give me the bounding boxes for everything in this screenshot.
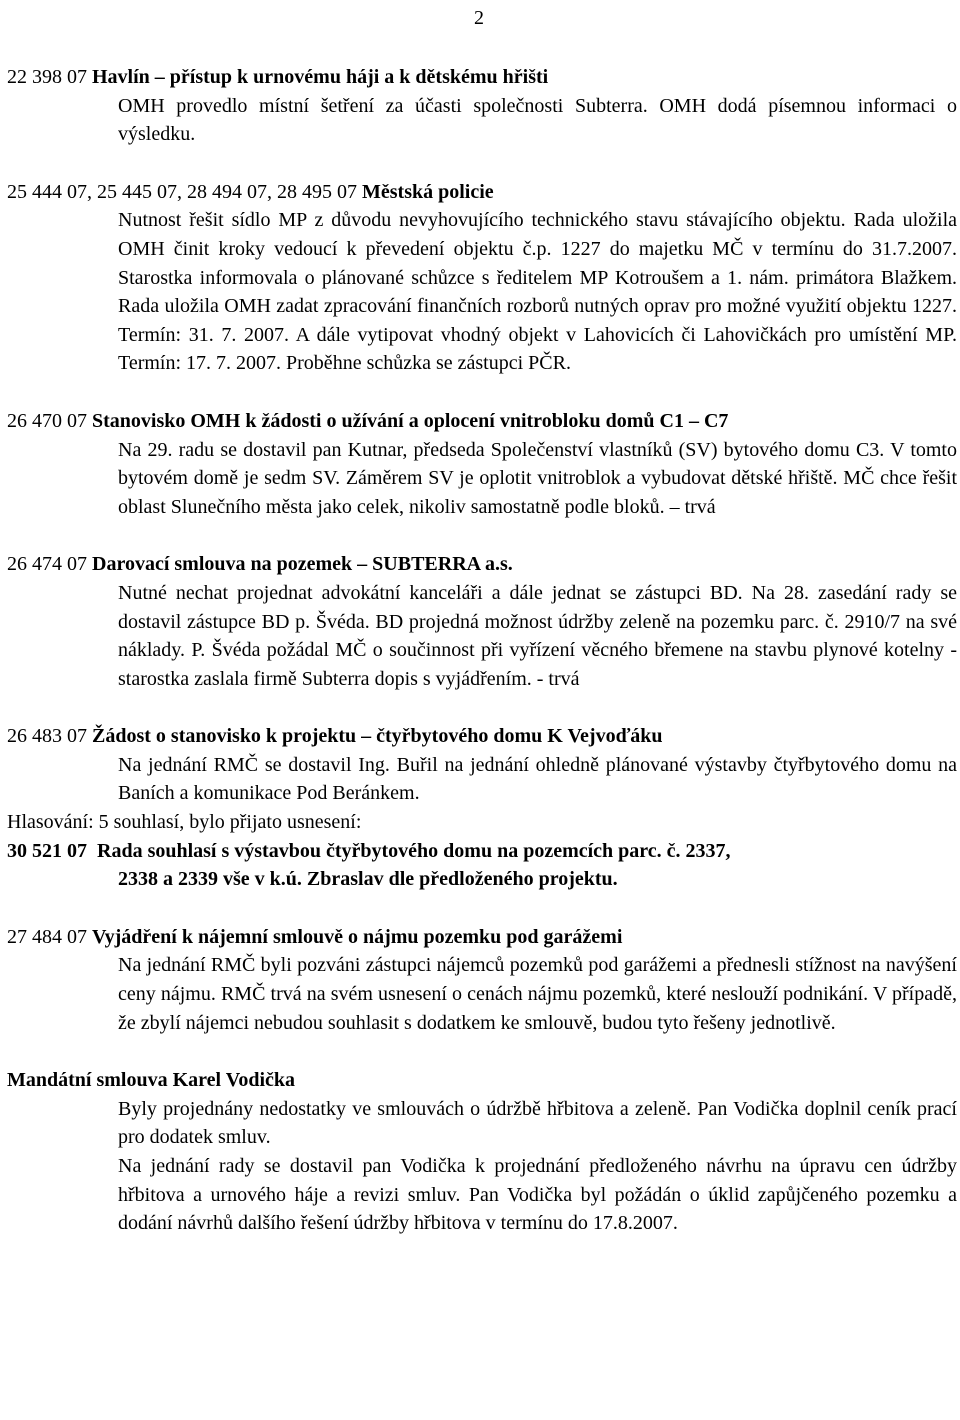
agenda-item-number: 26 474 07 bbox=[7, 553, 87, 576]
paragraph: Na jednání rady se dostavil pan Vodička k projednání předloženého návrhu na úpravu cen údržby hřbitova a urnového háje a revizi smluv. Pan Vodička byl požádán o úklid zapůjčeného pozemku a dodání návrhů dalšího řešení údržby hřbitova v termínu do 17.8.2007. bbox=[118, 1155, 957, 1235]
agenda-item-title: Městská policie bbox=[362, 180, 494, 203]
resolution bbox=[7, 837, 957, 894]
agenda-item-heading bbox=[7, 1066, 957, 1095]
paragraph: Na 29. radu se dostavil pan Kutnar, předseda Společenství vlastníků (SV) bytového domu C3. V tomto bytovém domě je sedm SV. Záměrem SV je oplotit vnitroblok a vybudovat dětské hřiště. MČ chce řešit oblast Slunečního města jako celek, nikoliv samostatně podle bloků. – trvá bbox=[118, 438, 957, 518]
agenda-item-vnitroblok bbox=[7, 407, 957, 521]
agenda-item-heading bbox=[7, 178, 957, 207]
paragraph: Nutné nechat projednat advokátní kanceláři a dále jednat se zástupci BD. Na 28. zasedání rady se dostavil zástupce BD p. Švéda. BD projedná možnost údržby zeleně na pozemku parc. č. 2910/7 na své náklady. P. Švéda požádal MČ o součinnost při vyřízení věcného břemene na stavbu plynové kotelny - starostka zaslala firmě Subterra dopis s vyjádřením. - trvá bbox=[118, 581, 957, 690]
agenda-item-number: 22 398 07 bbox=[7, 66, 87, 88]
agenda-item-mandatni-smlouva bbox=[7, 1066, 957, 1238]
resolution-number: 30 521 07 bbox=[7, 839, 87, 862]
agenda-item-darovaci-smlouva bbox=[7, 550, 957, 693]
agenda-item-number: 27 484 07 bbox=[7, 925, 87, 948]
agenda-item-text bbox=[7, 206, 957, 378]
agenda-item-ctyrbytovy-dum bbox=[7, 722, 957, 894]
agenda-item-najemni-smlouva bbox=[7, 923, 957, 1037]
agenda-item-number: 25 444 07, 25 445 07, 28 494 07, 28 495 07 bbox=[7, 180, 357, 203]
resolution-line-2: 2338 a 2339 vše v k.ú. Zbraslav dle předloženého projektu. bbox=[118, 868, 618, 891]
agenda-item-havlin bbox=[7, 63, 957, 149]
agenda-item-title: Mandátní smlouva Karel Vodička bbox=[7, 1069, 296, 1092]
paragraph: OMH provedlo místní šetření za účasti společnosti Subterra. OMH dodá písemnou informaci o výsledku. bbox=[118, 94, 957, 146]
agenda-item-heading bbox=[7, 407, 957, 436]
document-body bbox=[7, 63, 957, 1267]
agenda-item-text bbox=[7, 436, 957, 522]
agenda-item-heading bbox=[7, 63, 957, 92]
agenda-item-number: 26 483 07 bbox=[7, 725, 87, 748]
agenda-item-heading bbox=[7, 550, 957, 579]
agenda-item-heading bbox=[7, 722, 957, 751]
agenda-item-text bbox=[7, 579, 957, 693]
agenda-item-text bbox=[7, 1095, 957, 1238]
page-number: 2 bbox=[474, 7, 484, 29]
paragraph: Na jednání RMČ se dostavil Ing. Buřil na jednání ohledně plánované výstavby čtyřbytového domu na Baních a komunikace Pod Beránkem. bbox=[118, 753, 957, 805]
agenda-item-title: Darovací smlouva na pozemek – SUBTERRA a.s. bbox=[92, 553, 513, 576]
paragraph: Byly projednány nedostatky ve smlouvách o údržbě hřbitova a zeleně. Pan Vodička doplnil ceník prací pro dodatek smluv. bbox=[118, 1097, 957, 1149]
paragraph: Nutnost řešit sídlo MP z důvodu nevyhovujícího technického stavu stávajícího objektu. Rada uložila OMH činit kroky vedoucí k převedení objektu č.p. 1227 do majetku MČ v termínu do 31.7.2007. Starostka informovala o plánované schůzce s ředitelem MP Kotroušem a 1. nám. primátora Blažkem. Rada uložila OMH zadat zpracování finančních rozborů nutných oprav pro možné využití objektu 1227. Termín: 31. 7. 2007. A dále vytipovat vhodný objekt v Lahovicích či Lahovičkách pro umístění MP. Termín: 17. 7. 2007. Proběhne schůzka se zástupci PČR. bbox=[118, 209, 957, 375]
agenda-item-number: 26 470 07 bbox=[7, 409, 87, 432]
paragraph: Na jednání RMČ byli pozváni zástupci nájemců pozemků pod garážemi a přednesli stížnost na navýšení ceny nájmu. RMČ trvá na svém usnesení o cenách nájmu pozemků, které neslouží podnikání. V případě, že zbylí nájemci nebudou souhlasit s dodatkem ke smlouvě, budou tyto řešeny jednotlivě. bbox=[118, 954, 957, 1034]
resolution-line-1 bbox=[7, 837, 957, 866]
agenda-item-heading bbox=[7, 923, 957, 952]
agenda-item-title: Žádost o stanovisko k projektu – čtyřbytového domu K Vejvoďáku bbox=[92, 725, 663, 748]
agenda-item-mestska-policie bbox=[7, 178, 957, 378]
vote-result: Hlasování: 5 souhlasí, bylo přijato usnesení: bbox=[7, 811, 362, 834]
agenda-item-title: Vyjádření k nájemní smlouvě o nájmu pozemku pod garážemi bbox=[92, 925, 623, 948]
resolution-text: Rada souhlasí s výstavbou čtyřbytového domu na pozemcích parc. č. 2337, bbox=[97, 839, 731, 862]
agenda-item-text bbox=[7, 951, 957, 1037]
agenda-item-title: Stanovisko OMH k žádosti o užívání a oplocení vnitrobloku domů C1 – C7 bbox=[92, 409, 729, 432]
agenda-item-text bbox=[7, 751, 957, 808]
agenda-item-title: Havlín – přístup k urnovému háji a k dětskému hřišti bbox=[92, 66, 549, 88]
agenda-item-text bbox=[7, 92, 957, 149]
